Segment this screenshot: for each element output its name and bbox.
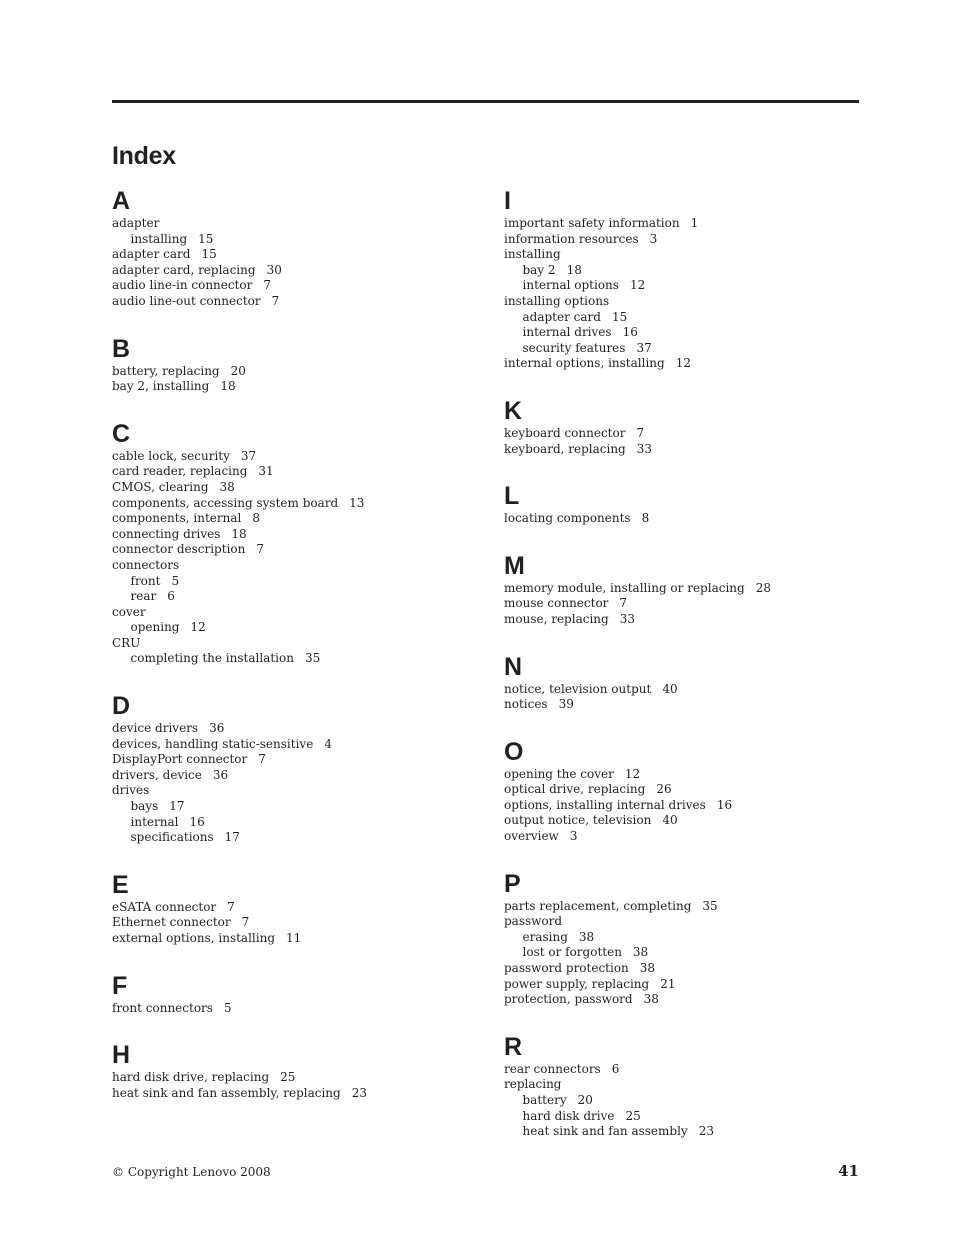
entry-term: mouse connector <box>504 596 609 611</box>
entry-page-link[interactable]: 37 <box>240 448 257 463</box>
entry-page-link[interactable]: 7 <box>227 899 235 914</box>
entry-page-link[interactable]: 17 <box>224 830 240 845</box>
index-subentry <box>112 589 482 605</box>
entry-term: completing the installation <box>130 651 294 666</box>
entry-term: external options, installing <box>112 931 275 945</box>
index-entry <box>504 216 859 232</box>
entry-term: CMOS, clearing <box>112 479 209 494</box>
entry-term: specifications <box>130 830 214 845</box>
index-entry <box>504 813 859 829</box>
entry-term: connectors <box>112 557 180 572</box>
entry-term: drives <box>112 783 150 798</box>
entry-term: card reader, replacing <box>112 464 248 479</box>
index-entry <box>504 247 859 263</box>
entry-page-link[interactable]: 12 <box>190 620 206 635</box>
entry-page-link[interactable]: 39 <box>558 697 574 712</box>
index-entry <box>112 527 482 543</box>
entry-term: hard disk drive, replacing <box>112 1070 270 1085</box>
entry-page-link[interactable]: 7 <box>256 542 264 557</box>
index-entry <box>504 442 859 458</box>
entry-page-link[interactable]: 38 <box>632 945 649 960</box>
entry-page-link[interactable]: 17 <box>169 799 185 814</box>
index-section-i <box>504 186 859 372</box>
index-entry <box>504 697 859 713</box>
entry-term: optical drive, replacing <box>504 782 646 797</box>
entry-term: DisplayPort connector <box>112 752 248 767</box>
index-subentry <box>112 830 482 846</box>
index-section-a <box>112 186 482 310</box>
copyright-notice: © Copyright Lenovo 2008 <box>112 1165 271 1179</box>
index-subentry <box>504 263 859 279</box>
index-section-h <box>112 1040 482 1101</box>
index-column-right <box>504 186 859 1140</box>
section-letter: I <box>504 187 511 215</box>
entry-page-link[interactable]: 38 <box>643 992 659 1007</box>
index-section-l <box>504 481 859 527</box>
entry-term: devices, handling static-sensitive <box>112 736 314 751</box>
entry-term: connector description <box>112 542 246 557</box>
entry-page-link[interactable]: 8 <box>252 511 260 526</box>
index-entry <box>504 798 859 814</box>
index-section-f <box>112 971 482 1017</box>
index-entry <box>112 379 482 395</box>
index-entry <box>112 900 482 916</box>
index-subentry <box>504 930 859 946</box>
index-section-p <box>504 869 859 1008</box>
index-subentry <box>112 574 482 590</box>
entry-term: cover <box>112 604 146 619</box>
section-letter: K <box>504 396 523 425</box>
index-subentry <box>504 278 859 294</box>
entry-page-link[interactable]: 5 <box>223 1000 232 1015</box>
entry-page-link[interactable]: 12 <box>624 766 641 781</box>
entry-page-link[interactable]: 33 <box>636 441 653 456</box>
section-letter: R <box>504 1032 523 1061</box>
index-entry <box>504 914 859 930</box>
index-subentry <box>112 815 482 831</box>
entry-term: components, accessing system board <box>112 495 339 510</box>
index-entry <box>112 216 482 232</box>
index-subentry <box>504 1093 859 1109</box>
entry-page-link[interactable]: 12 <box>675 356 691 371</box>
entry-page-link[interactable]: 35 <box>702 898 718 913</box>
entry-page-link[interactable]: 26 <box>656 782 672 797</box>
index-section-k <box>504 396 859 457</box>
index-entry <box>112 278 482 294</box>
entry-page-link[interactable]: 18 <box>566 262 582 277</box>
section-letter: B <box>112 334 131 363</box>
index-entry <box>112 1086 482 1102</box>
index-entry <box>504 232 859 248</box>
entry-page-link[interactable]: 6 <box>167 589 175 604</box>
index-entry <box>112 1001 482 1017</box>
section-letter: C <box>112 419 131 448</box>
entry-term: front <box>130 573 161 588</box>
index-entry <box>504 1077 859 1093</box>
entry-term: erasing <box>522 929 568 944</box>
entry-term: heat sink and fan assembly, replacing <box>112 1085 341 1100</box>
index-section-r <box>504 1032 859 1140</box>
index-entry <box>112 247 482 263</box>
index-section-o <box>504 737 859 845</box>
index-entry <box>112 558 482 574</box>
index-entry <box>504 977 859 993</box>
entry-term: opening the cover <box>504 766 614 781</box>
entry-page-link[interactable]: 20 <box>577 1093 593 1107</box>
entry-page-link[interactable]: 7 <box>636 425 645 440</box>
section-letter: M <box>504 551 525 580</box>
entry-page-link[interactable]: 15 <box>201 247 217 262</box>
entry-page-link[interactable]: 21 <box>660 976 676 991</box>
entry-term: front connectors <box>112 1000 213 1015</box>
entry-page-link[interactable]: 11 <box>286 931 302 945</box>
entry-page-link[interactable]: 23 <box>351 1085 367 1100</box>
entry-page-link[interactable]: 23 <box>698 1124 714 1139</box>
entry-page-link[interactable]: 40 <box>662 813 678 828</box>
index-entry <box>112 464 482 480</box>
index-entry <box>112 364 482 380</box>
entry-term: parts replacement, completing <box>504 898 692 913</box>
index-section-n <box>504 652 859 713</box>
index-entry <box>504 356 859 372</box>
entry-term: Ethernet connector <box>112 915 231 930</box>
entry-term: adapter card <box>112 247 191 262</box>
index-entry <box>504 782 859 798</box>
entry-term: keyboard, replacing <box>504 441 626 456</box>
entry-page-link[interactable]: 31 <box>258 464 274 479</box>
entry-page-link[interactable]: 20 <box>230 363 246 378</box>
entry-page-link[interactable]: 37 <box>636 340 652 355</box>
entry-term: password <box>504 914 563 929</box>
entry-page-link[interactable]: 15 <box>198 231 214 246</box>
entry-term: audio line-in connector <box>112 278 253 293</box>
section-letter: L <box>504 482 520 511</box>
index-subentry <box>504 945 859 961</box>
entry-term: adapter card, replacing <box>112 262 256 277</box>
entry-term: output notice, television <box>504 813 652 828</box>
entry-term: internal drives <box>522 325 612 340</box>
entry-page-link[interactable]: 38 <box>219 479 235 494</box>
entry-page-link[interactable]: 5 <box>171 573 180 588</box>
entry-page-link[interactable]: 16 <box>622 325 638 340</box>
entry-term: device drivers <box>112 721 199 736</box>
entry-term: audio line-out connector <box>112 293 261 308</box>
entry-term: overview <box>504 829 559 844</box>
entry-page-link[interactable]: 6 <box>611 1061 620 1076</box>
section-letter: P <box>504 869 521 898</box>
entry-term: internal options <box>522 278 619 293</box>
entry-term: mouse, replacing <box>504 611 609 626</box>
index-entry <box>112 931 482 947</box>
entry-page-link[interactable]: 38 <box>578 929 595 944</box>
index-subentry <box>112 232 482 248</box>
entry-page-link[interactable]: 3 <box>649 231 658 246</box>
section-letter: H <box>112 1041 131 1070</box>
entry-term: cable lock, security <box>112 448 230 463</box>
index-entry <box>504 829 859 845</box>
entry-term: eSATA connector <box>112 899 217 914</box>
entry-page-link[interactable]: 35 <box>304 651 321 666</box>
entry-page-link[interactable]: 33 <box>619 611 635 626</box>
entry-term: components, internal <box>112 511 242 526</box>
entry-term: installing <box>504 247 561 262</box>
index-section-d <box>112 691 482 846</box>
entry-term: rear <box>130 589 157 604</box>
entry-page-link[interactable]: 25 <box>625 1108 641 1123</box>
index-section-m <box>504 551 859 628</box>
entry-page-link[interactable]: 16 <box>189 814 205 829</box>
index-entry <box>504 294 859 310</box>
entry-term: locating components <box>504 511 631 526</box>
entry-term: bay 2, installing <box>112 379 210 394</box>
index-entry <box>112 783 482 799</box>
entry-page-link[interactable]: 7 <box>263 278 272 293</box>
entry-page-link[interactable]: 7 <box>271 293 280 308</box>
page-title: Index <box>112 142 176 170</box>
index-entry <box>112 263 482 279</box>
index-subentry <box>112 651 482 667</box>
entry-page-link[interactable]: 38 <box>639 961 656 976</box>
entry-term: adapter card <box>522 309 601 324</box>
index-entry <box>504 1062 859 1078</box>
index-entry <box>112 752 482 768</box>
index-subentry <box>112 620 482 636</box>
entry-page-link[interactable]: 30 <box>266 262 282 277</box>
index-entry <box>112 294 482 310</box>
index-entry <box>504 596 859 612</box>
entry-page-link[interactable]: 25 <box>280 1070 296 1085</box>
entry-term: internal options, installing <box>504 356 665 371</box>
entry-term: drivers, device <box>112 767 202 782</box>
entry-page-link[interactable]: 1 <box>690 216 699 230</box>
entry-page-link[interactable]: 4 <box>324 736 332 751</box>
index-entry <box>504 767 859 783</box>
index-entry <box>112 768 482 784</box>
section-letter: O <box>504 737 524 766</box>
index-section-b <box>112 334 482 395</box>
entry-page-link[interactable]: 28 <box>755 580 771 595</box>
entry-term: memory module, installing or replacing <box>504 580 745 595</box>
entry-page-link[interactable]: 7 <box>619 596 628 611</box>
entry-term: rear connectors <box>504 1061 601 1076</box>
entry-term: internal <box>130 814 179 829</box>
index-subentry <box>504 1124 859 1140</box>
entry-page-link[interactable]: 15 <box>611 309 628 324</box>
index-subentry <box>112 799 482 815</box>
entry-term: adapter <box>112 216 160 230</box>
entry-page-link[interactable]: 18 <box>231 526 247 541</box>
index-subentry <box>504 325 859 341</box>
entry-term: installing options <box>504 293 610 308</box>
entry-page-link[interactable]: 18 <box>220 379 236 394</box>
entry-page-link[interactable]: 36 <box>212 767 229 782</box>
index-entry <box>112 449 482 465</box>
index-entry <box>504 899 859 915</box>
entry-term: installing <box>130 231 188 246</box>
entry-page-link[interactable]: 3 <box>569 829 578 844</box>
entry-term: battery, replacing <box>112 363 220 378</box>
entry-term: connecting drives <box>112 526 221 541</box>
entry-term: hard disk drive <box>522 1108 615 1123</box>
index-entry <box>504 511 859 527</box>
index-subentry <box>504 341 859 357</box>
index-entry <box>504 961 859 977</box>
entry-page-link[interactable]: 7 <box>241 915 250 930</box>
index-entry <box>112 915 482 931</box>
entry-page-link[interactable]: 40 <box>662 681 678 696</box>
entry-term: opening <box>130 620 180 635</box>
index-entry <box>112 480 482 496</box>
entry-term: notice, television output <box>504 681 652 696</box>
section-letter: N <box>504 652 523 681</box>
entry-term: replacing <box>504 1077 562 1092</box>
index-section-c <box>112 419 482 667</box>
entry-page-link[interactable]: 7 <box>258 752 266 767</box>
entry-term: bays <box>130 799 159 814</box>
page-number: 41 <box>838 1162 859 1180</box>
index-entry <box>112 1070 482 1086</box>
entry-term: bay 2 <box>522 262 556 277</box>
index-entry <box>112 511 482 527</box>
entry-term: keyboard connector <box>504 425 626 440</box>
entry-page-link[interactable]: 8 <box>641 511 650 526</box>
index-entry <box>504 581 859 597</box>
index-column-left <box>112 186 482 1101</box>
index-subentry <box>504 310 859 326</box>
index-entry <box>504 992 859 1008</box>
header-rule <box>112 100 859 103</box>
entry-term: information resources <box>504 231 639 246</box>
index-entry <box>504 682 859 698</box>
index-entry <box>112 542 482 558</box>
section-letter: D <box>112 692 131 721</box>
entry-term: security features <box>522 340 626 355</box>
index-section-e <box>112 870 482 947</box>
entry-page-link[interactable]: 16 <box>716 797 733 812</box>
index-entry <box>504 612 859 628</box>
section-letter: F <box>112 971 128 1000</box>
index-entry <box>112 636 482 652</box>
entry-term: important safety information <box>504 216 680 230</box>
entry-term: lost or forgotten <box>522 945 622 960</box>
entry-term: notices <box>504 697 548 712</box>
index-entry <box>112 496 482 512</box>
entry-term: options, installing internal drives <box>504 797 706 812</box>
index-entry <box>504 426 859 442</box>
entry-term: CRU <box>112 635 141 650</box>
entry-page-link[interactable]: 36 <box>209 721 225 736</box>
entry-page-link[interactable]: 12 <box>629 278 646 293</box>
section-letter: A <box>112 187 131 215</box>
index-entry <box>112 737 482 753</box>
entry-page-link[interactable]: 13 <box>349 495 365 510</box>
entry-term: battery <box>522 1093 567 1107</box>
index-subentry <box>504 1109 859 1125</box>
entry-term: password protection <box>504 961 629 976</box>
entry-term: protection, password <box>504 992 633 1007</box>
entry-term: heat sink and fan assembly <box>522 1124 688 1139</box>
entry-term: power supply, replacing <box>504 976 650 991</box>
section-letter: E <box>112 870 129 899</box>
index-entry <box>112 605 482 621</box>
index-entry <box>112 721 482 737</box>
